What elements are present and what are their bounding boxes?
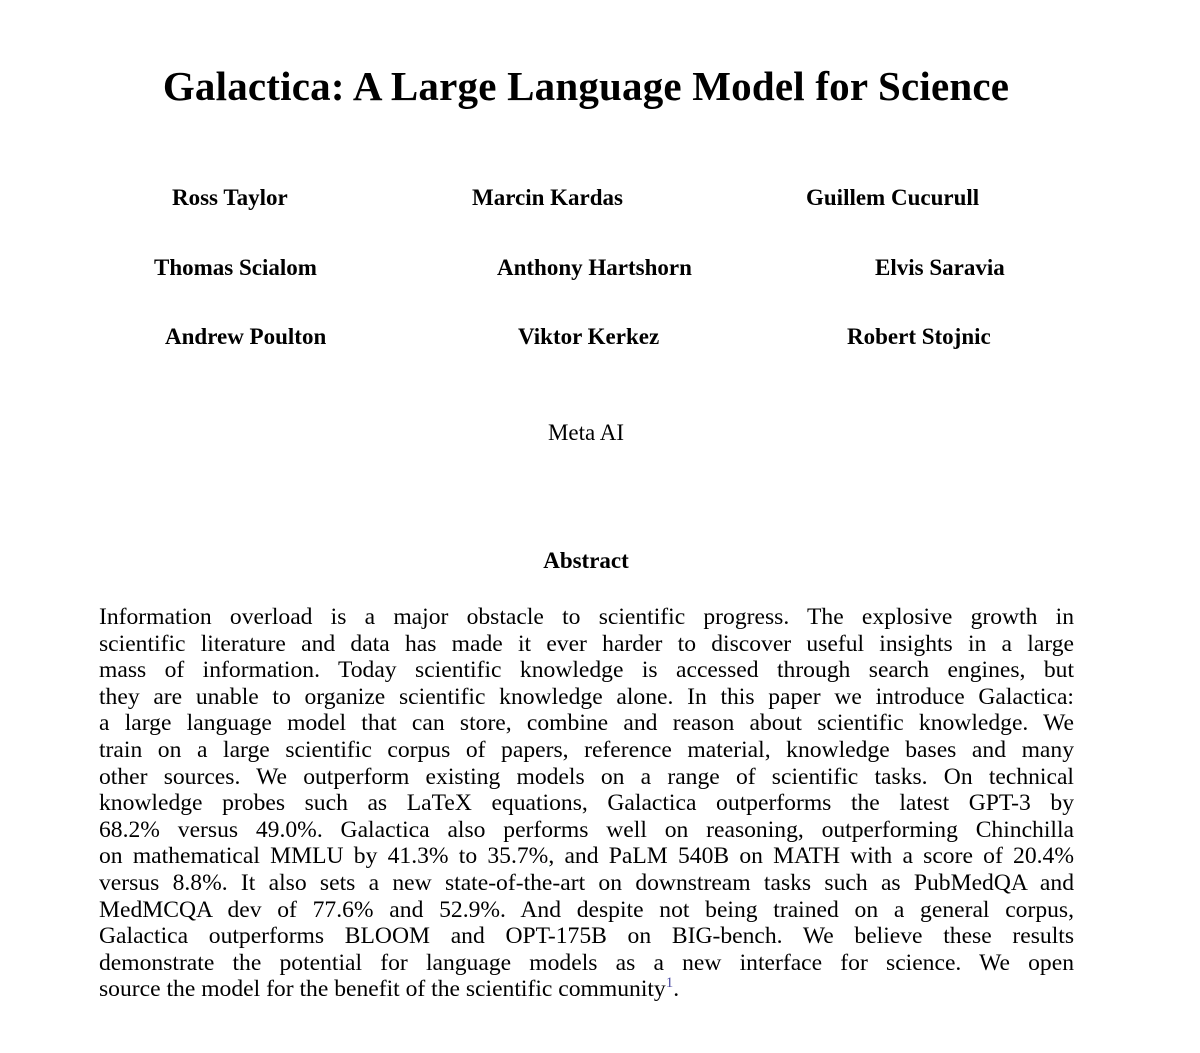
abstract-line: on mathematical MMLU by 41.3% to 35.7%, and PaLM 540B on MATH with a score of 20.4% [99,843,1074,870]
author-name: Marcin Kardas [472,185,623,210]
footnote-link[interactable]: 1 [665,975,674,992]
author-name: Anthony Hartshorn [497,255,692,280]
author-name: Robert Stojnic [847,324,991,349]
abstract-line: train on a large scientific corpus of papers, reference material, knowledge bases and many [99,736,1074,763]
author-name: Ross Taylor [172,185,288,210]
abstract-line: MedMCQA dev of 77.6% and 52.9%. And despite not being trained on a general corpus, [99,896,1074,923]
abstract-line: Galactica outperforms BLOOM and OPT-175B on BIG-bench. We believe these results [99,923,1074,950]
abstract-line: a large language model that can store, combine and reason about scientific knowledge. We [99,710,1074,737]
abstract-line-text: source the model for the benefit of the scientific community [99,976,666,1003]
abstract-line: mass of information. Today scientific knowledge is accessed through search engines, but [99,657,1074,684]
abstract-line: versus 8.8%. It also sets a new state-of-the-art on downstream tasks such as PubMedQA and [99,869,1074,896]
abstract-line: scientific literature and data has made it ever harder to discover useful insights in a large [99,630,1074,657]
abstract-end-punctuation: . [673,976,680,1003]
paper-title: Galactica: A Large Language Model for Science [162,63,1010,109]
abstract-line: they are unable to organize scientific knowledge alone. In this paper we introduce Galactica: [99,683,1074,710]
abstract-line: other sources. We outperform existing models on a range of scientific tasks. On technical [99,763,1074,790]
author-name: Andrew Poulton [165,324,327,349]
author-name: Elvis Saravia [875,255,1005,280]
abstract-last-line [99,976,1074,1003]
author-name: Thomas Scialom [154,255,317,280]
author-name: Viktor Kerkez [518,324,660,349]
author-name: Guillem Cucurull [806,185,980,210]
abstract-line: knowledge probes such as LaTeX equations, Galactica outperforms the latest GPT-3 by [99,790,1074,817]
abstract-line: demonstrate the potential for language models as a new interface for science. We open [99,949,1074,976]
abstract-body [99,604,1074,1003]
affiliation: Meta AI [547,420,624,445]
abstract-line: 68.2% versus 49.0%. Galactica also performs well on reasoning, outperforming Chinchilla [99,816,1074,843]
abstract-heading: Abstract [543,548,629,573]
abstract-line: Information overload is a major obstacle to scientific progress. The explosive growth in [99,604,1074,630]
